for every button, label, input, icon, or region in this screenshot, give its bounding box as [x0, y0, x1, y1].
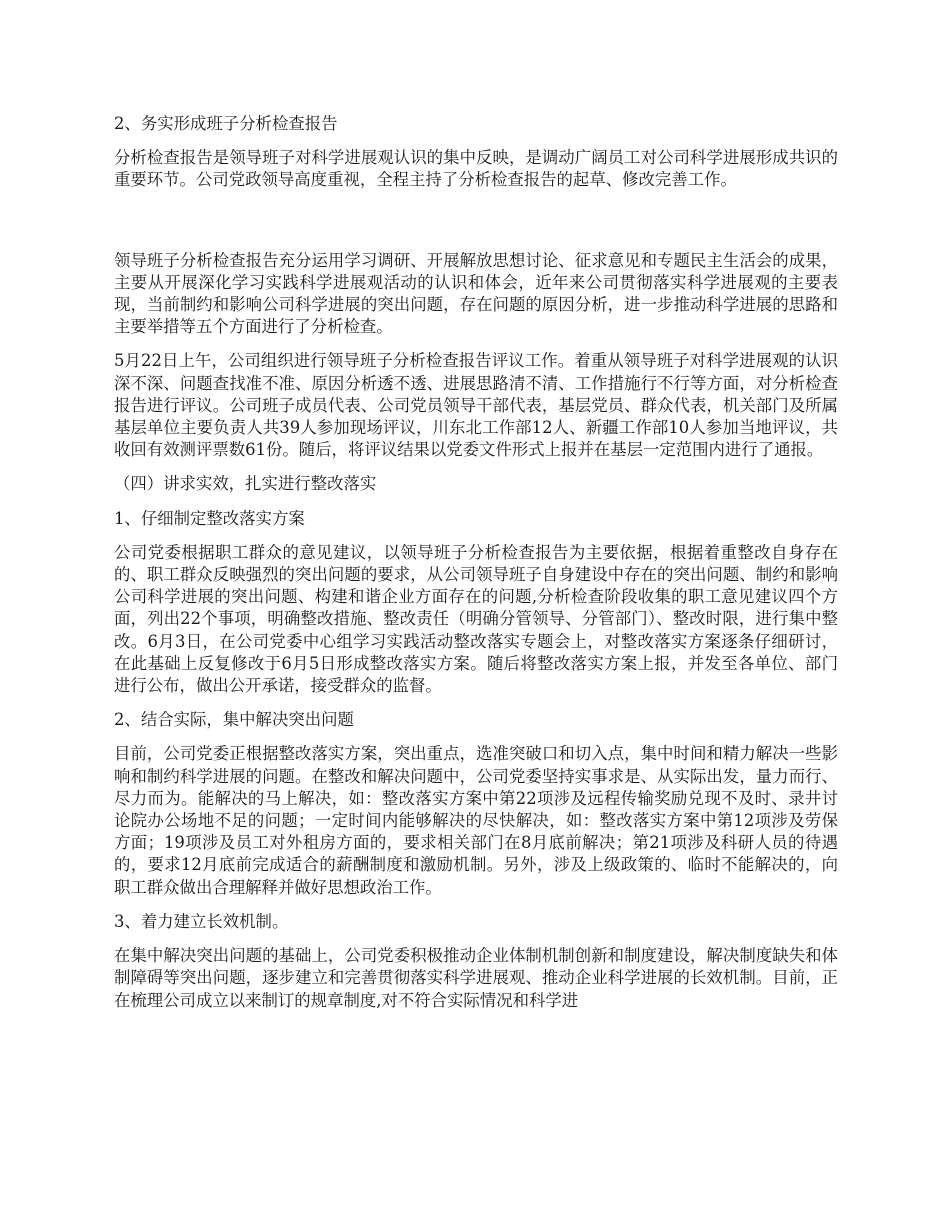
- subsection-heading-2: 2、结合实际，集中解决突出问题: [114, 710, 354, 730]
- subsection-heading-1: 1、仔细制定整改落实方案: [114, 508, 305, 528]
- section-heading-4: （四）讲求实效，扎实进行整改落实: [114, 474, 377, 494]
- paragraph: 5月22日上午，公司组织进行领导班子分析检查报告评议工作。着重从领导班子对科学进展观的认识深不深、问题查找准不准、原因分析透不透、进展思路清不清、工作措施行不行等方面，对分析检查报告进行评议。公司班子成员代表、公司党员领导干部代表，基层党员、群众代表，机关部门及所属基层单位主要负责人共39人参加现场评议，川东北工作部12人、新疆工作部10人参加当地评议，共收回有效测评票数61份。随后，将评议结果以党委文件形式上报并在基层一定范围内进行了通报。: [114, 351, 838, 460]
- blank-spacer: [114, 204, 838, 250]
- document-page: [114, 113, 838, 1024]
- paragraph: 在集中解决突出问题的基础上，公司党委积极推动企业体制机制创新和制度建设，解决制度缺失和体制障碍等突出问题，逐步建立和完善贯彻落实科学进展观、推动企业科学进展的长效机制。目前，正在梳理公司成立以来制订的规章制度,对不符合实际情况和科学进: [114, 946, 838, 1010]
- paragraph: 领导班子分析检查报告充分运用学习调研、开展解放思想讨论、征求意见和专题民主生活会的成果，主要从开展深化学习实践科学进展观活动的认识和体会，近年来公司贯彻落实科学进展观的主要表现，当前制约和影响公司科学进展的突出问题，存在问题的原因分析，进一步推动科学进展的思路和主要举措等五个方面进行了分析检查。: [114, 250, 838, 337]
- paragraph: 分析检查报告是领导班子对科学进展观认识的集中反映，是调动广阔员工对公司科学进展形成共识的重要环节。公司党政领导高度重视，全程主持了分析检查报告的起草、修改完善工作。: [114, 148, 838, 190]
- paragraph: 目前，公司党委正根据整改落实方案，突出重点，选准突破口和切入点，集中时间和精力解决一些影响和制约科学进展的问题。在整改和解决问题中，公司党委坚持实事求是、从实际出发，量力而行、尽力而为。能解决的马上解决，如：整改落实方案中第22项涉及远程传输奖励兑现不及时、录井讨论院办公场地不足的问题；一定时间内能够解决的尽快解决，如：整改落实方案中第12项涉及劳保方面；19项涉及员工对外租房方面的，要求相关部门在8月底前解决；第21项涉及科研人员的待遇的，要求12月底前完成适合的薪酬制度和激励机制。另外，涉及上级政策的、临时不能解决的，向职工群众做出合理解释并做好思想政治工作。: [114, 744, 838, 897]
- section-heading-2: 2、务实形成班子分析检查报告: [114, 114, 338, 133]
- subsection-heading-3: 3、着力建立长效机制。: [114, 911, 289, 931]
- paragraph: 公司党委根据职工群众的意见建议，以领导班子分析检查报告为主要依据，根据着重整改自身存在的、职工群众反映强烈的突出问题的要求，从公司领导班子自身建设中存在的突出问题、制约和影响公司科学进展的突出问题、构建和谐企业方面存在的问题,分析检查阶段收集的职工意见建议四个方面，列出22个事项，明确整改措施、整改责任（明确分管领导、分管部门）、整改时限，进行集中整改。6月3日，在公司党委中心组学习实践活动整改落实专题会上，对整改落实方案逐条仔细研讨，在此基础上反复修改于6月5日形成整改落实方案。随后将整改落实方案上报，并发至各单位、部门进行公布，做出公开承诺，接受群众的监督。: [114, 542, 838, 696]
